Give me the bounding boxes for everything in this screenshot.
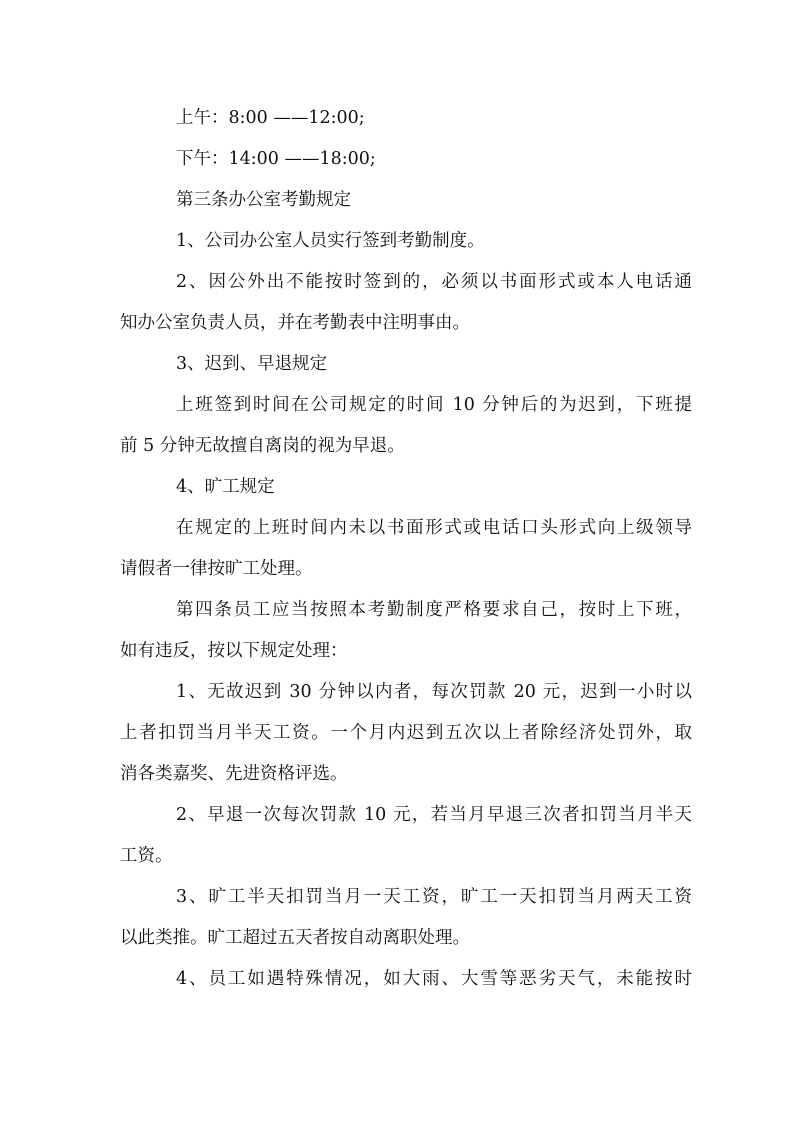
special-circumstances-line-1: 4、员工如遇特殊情况，如大雨、大雪等恶劣天气，未能按时 [176, 969, 692, 989]
late-early-rule-line-2: 前 5 分钟无故擅自离岗的视为早退。 [120, 436, 405, 456]
late-early-heading: 3、迟到、早退规定 [176, 354, 328, 374]
document-body [120, 98, 692, 1000]
penalty-absence-line-2: 以此类推。旷工超过五天者按自动离职处理。 [120, 928, 470, 948]
penalty-late-line-2: 上者扣罚当月半天工资。一个月内迟到五次以上者除经济处罚外，取 [120, 723, 692, 743]
late-early-rule-line-1: 上班签到时间在公司规定的时间 10 分钟后的为迟到，下班提 [176, 395, 692, 415]
rule-signin: 1、公司办公室人员实行签到考勤制度。 [176, 231, 485, 251]
penalty-absence-line-1: 3、旷工半天扣罚当月一天工资，旷工一天扣罚当月两天工资 [176, 887, 692, 907]
absence-rule-line-1: 在规定的上班时间内未以书面形式或电话口头形式向上级领导 [176, 518, 692, 538]
afternoon-hours: 下午：14:00 ——18:00; [176, 149, 376, 169]
penalty-late-line-1: 1、无故迟到 30 分钟以内者，每次罚款 20 元，迟到一小时以 [176, 682, 692, 702]
rule-outside-duty-line-2: 知办公室负责人员，并在考勤表中注明事由。 [120, 313, 470, 333]
absence-rule-line-2: 请假者一律按旷工处理。 [120, 559, 313, 579]
morning-hours: 上午：8:00 ——12:00; [176, 108, 365, 128]
article-4-line-2: 如有违反，按以下规定处理： [120, 641, 348, 661]
penalty-early-line-2: 工资。 [120, 846, 173, 866]
penalty-late-line-3: 消各类嘉奖、先进资格评选。 [120, 764, 348, 784]
absence-heading: 4、旷工规定 [176, 477, 275, 497]
rule-outside-duty-line-1: 2、因公外出不能按时签到的，必须以书面形式或本人电话通 [176, 272, 692, 292]
penalty-early-line-1: 2、早退一次每次罚款 10 元，若当月早退三次者扣罚当月半天 [176, 805, 692, 825]
article-3-heading: 第三条办公室考勤规定 [176, 190, 351, 210]
article-4-line-1: 第四条员工应当按照本考勤制度严格要求自己，按时上下班， [176, 600, 692, 620]
